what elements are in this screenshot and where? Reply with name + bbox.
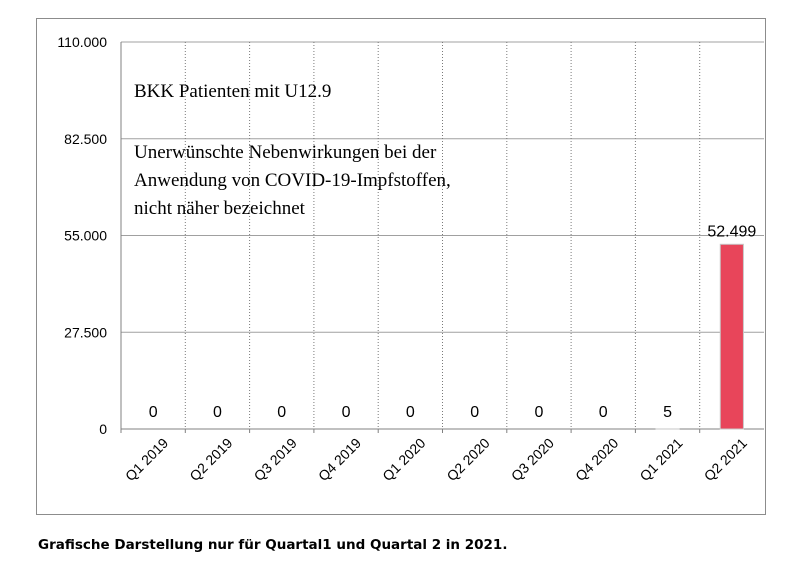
data-label: 0 [405, 404, 415, 421]
data-label: 0 [148, 404, 158, 421]
x-tick-label: Q3 2020 [507, 434, 558, 485]
x-tick-label: Q1 2020 [379, 434, 429, 485]
x-tick-label: Q1 2021 [636, 434, 686, 485]
y-tick-label: 0 [99, 421, 107, 437]
x-tick-label: Q2 2019 [186, 434, 236, 485]
y-tick-label: 110.000 [57, 34, 107, 50]
x-tick-label: Q4 2020 [572, 434, 622, 485]
bar [720, 244, 743, 429]
chart-annotation-line: Unerwünschte Nebenwirkungen bei der [134, 142, 437, 163]
y-tick-label: 55.000 [64, 227, 107, 244]
x-tick-label: Q1 2019 [121, 434, 172, 485]
data-label: 0 [212, 404, 222, 421]
chart-caption: Grafische Darstellung nur für Quartal1 und Quartal 2 in 2021. [38, 537, 508, 553]
data-label: 0 [277, 404, 287, 421]
data-label: 0 [341, 404, 351, 421]
chart-annotation-line: nicht näher bezeichnet [134, 198, 305, 219]
x-tick-label: Q4 2019 [314, 434, 365, 485]
chart-annotation-line: Anwendung von COVID-19-Impfstoffen, [134, 170, 451, 191]
chart-title: BKK Patienten mit U12.9 [134, 81, 332, 102]
data-label: 0 [598, 404, 608, 421]
data-label: 52.499 [707, 223, 757, 241]
data-label: 0 [470, 404, 480, 421]
x-tick-label: Q3 2019 [250, 434, 300, 485]
y-tick-label: 27.500 [64, 324, 107, 341]
data-label: 5 [663, 404, 673, 421]
data-label: 0 [534, 404, 544, 421]
x-tick-label: Q2 2020 [443, 434, 493, 485]
x-tick-label: Q2 2021 [700, 434, 750, 485]
y-tick-label: 82.500 [64, 130, 107, 147]
